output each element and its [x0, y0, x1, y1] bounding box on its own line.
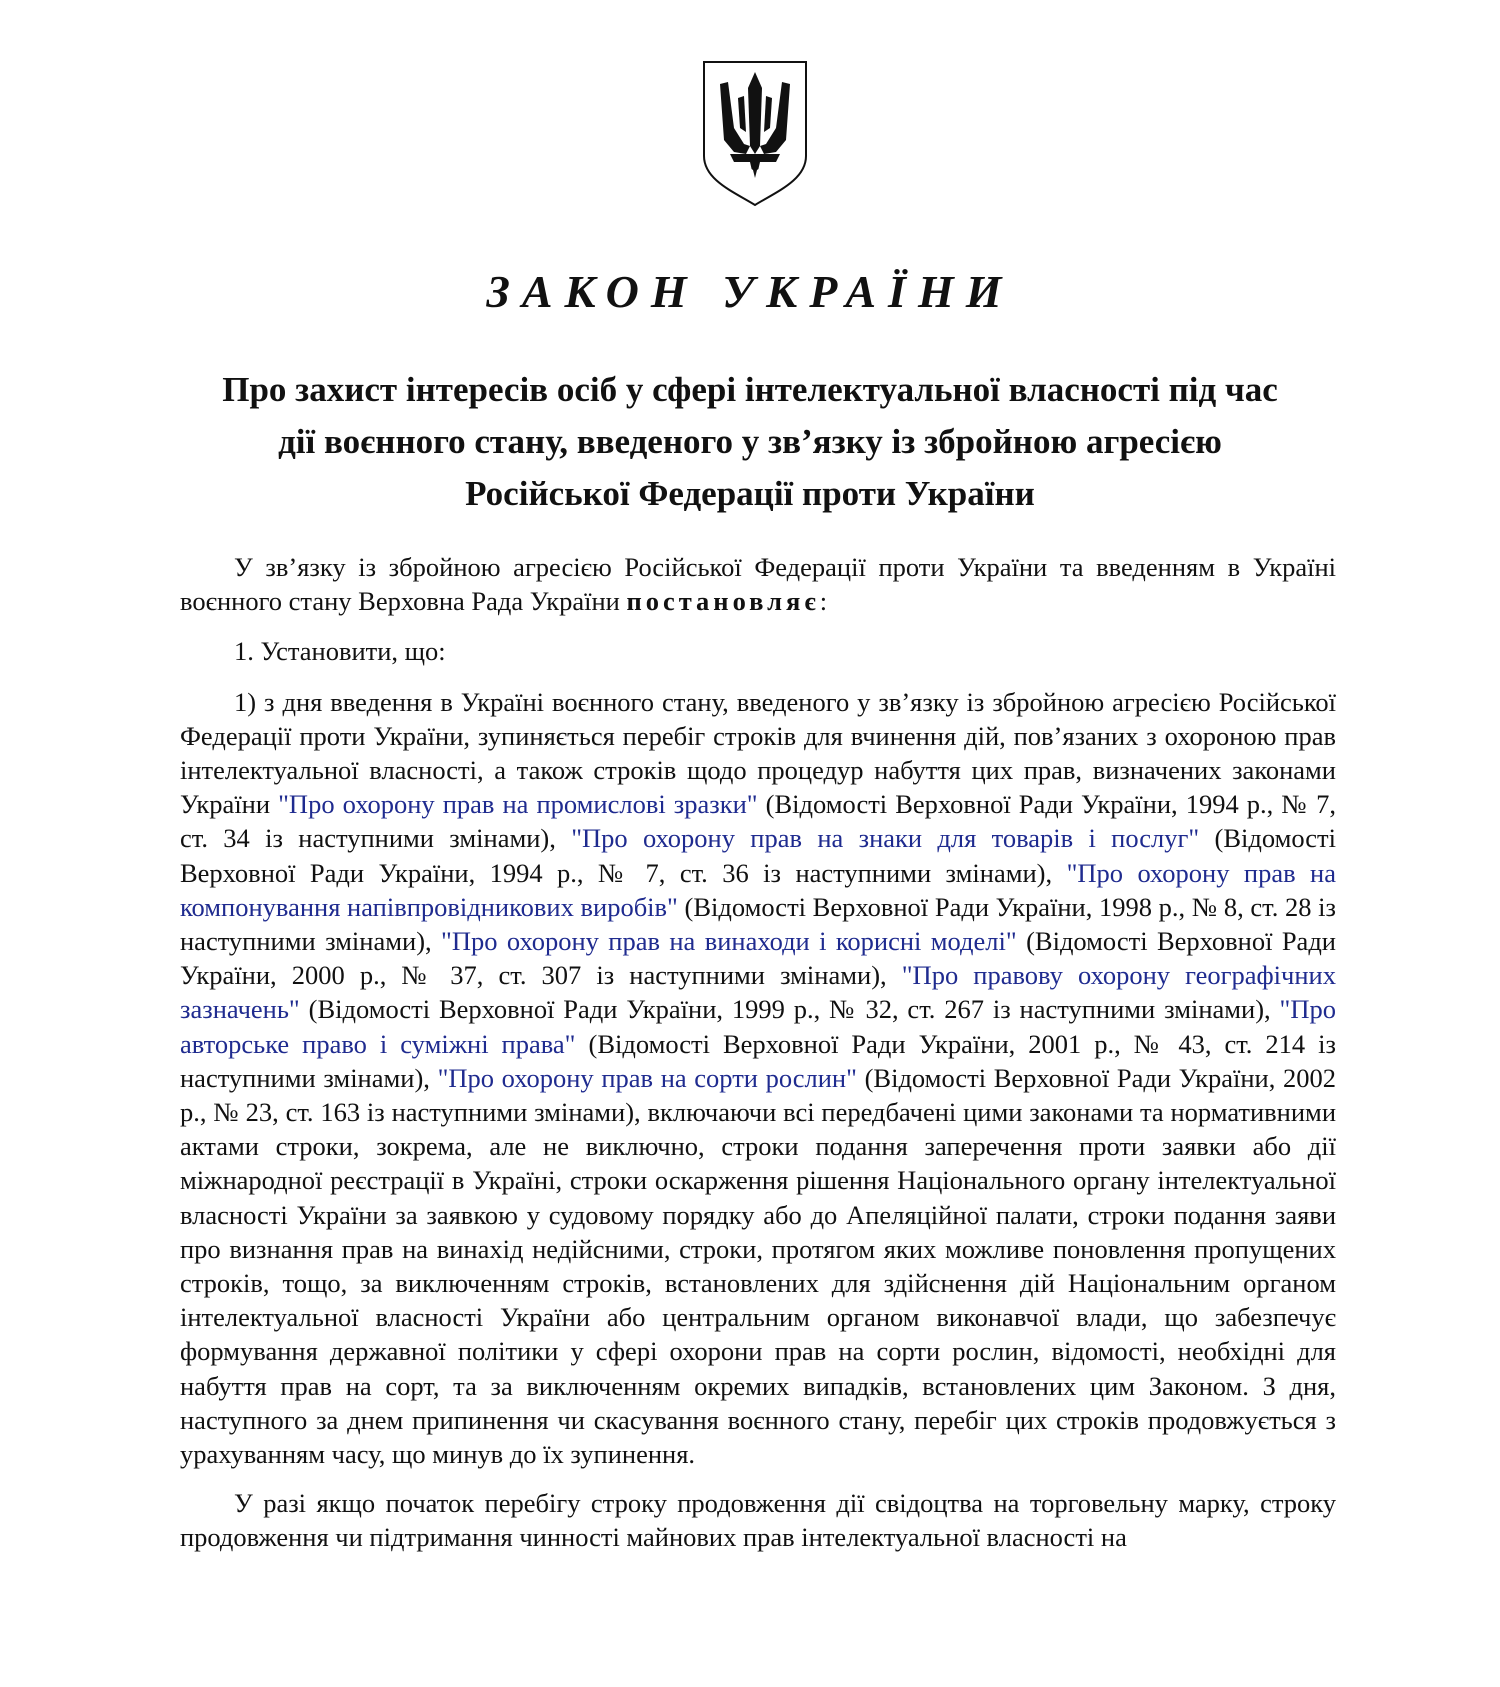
clause-1-text-8: (Відомості Верховної Ради України, 2002 р., № 23, ст. 163 із наступними змінами), включаючи всі передбачені цими законами та нормативними актами строки, зокрема, але не виключно, строки подання заперечення проти заявки або дії міжнародної реєстрації в Україні, строки оскарження рішення Національного органу інтелектуальної власності України за заявкою у судовому порядку або до Апеляційної палати, строки подання заяви про визнання прав на винахід недійсними, строки, протягом яких можливе поновлення пропущених строків, тощо, за виключенням строків, встановлених для здійснення дій Національним органом інтелектуальної власності України або центральним органом виконавчої влади, що забезпечує формування державної політики у сфері охорони прав на сорти рослин, відомості, необхідні для набуття прав на сорт, та за виключенням окремих випадків, встановлених цим Законом. З дня, наступного за днем припинення чи скасування воєнного стану, перебіг цих строків продовжується з урахуванням часу, що минув до їх зупинення.: [180, 1062, 1336, 1470]
clause-1-text-7: (Відомості Верховної Ради України, 2001 р., № 43, ст. 214 із наступними змінами),: [180, 1028, 1336, 1093]
preamble-end: :: [819, 586, 828, 617]
preamble-text: У зв’язку із збройною агресією Російської Федерації проти України та введенням в Україні воєнного стану Верховна Рада України: [180, 552, 1336, 617]
paragraph-2: У разі якщо початок перебігу строку продовження дії свідоцтва на торговельну марку, строку продовження чи підтримання чинності майнових прав інтелектуальної власності на: [180, 1488, 1336, 1553]
clause-1-text-3: (Відомості Верховної Ради України, 1994 р., № 7, ст. 36 із наступними змінами),: [180, 823, 1336, 888]
law-link-geographical-indications[interactable]: "Про правову охорону географічних зазначень": [180, 960, 1336, 1025]
clause-1-text-2: (Відомості Верховної Ради України, 1994 р., № 7, ст. 34 із наступними змінами),: [180, 789, 1336, 854]
section-1-heading: 1. Установити, що:: [234, 636, 446, 667]
law-title: Про захист інтересів осіб у сфері інтелектуальної власності під час дії воєнного стану, введеного у зв’язку із збройною агресією Російської Федерації проти України: [222, 370, 1278, 513]
preamble-emphasis: постановляє: [626, 586, 820, 617]
clause-1-paragraph: [180, 685, 1336, 1472]
clause-1-text-4: (Відомості Верховної Ради України, 1998 р., № 8, ст. 28 із наступними змінами),: [180, 891, 1337, 957]
clause-1-text-1: 1) з дня введення в Україні воєнного стану, введеного у зв’язку із збройною агресією Російської Федерації проти України, зупиняється перебіг строків для вчинення дій, пов’язаних з охороною прав інтелектуальної власності, а також строків щодо процедур набуття цих прав, визначених законами України: [180, 686, 1336, 820]
law-link-industrial-designs[interactable]: "Про охорону прав на промислові зразки": [278, 789, 758, 820]
law-link-inventions-utility-models[interactable]: "Про охорону прав на винаходи і корисні моделі": [441, 926, 1017, 957]
law-link-copyright[interactable]: "Про авторське право і суміжні права": [180, 994, 1336, 1059]
clause-1-text-5: (Відомості Верховної Ради України, 2000 р., № 37, ст. 307 із наступними змінами),: [180, 926, 1336, 991]
preamble-paragraph: [180, 550, 1336, 618]
law-heading: ЗАКОН УКРАЇНИ: [486, 266, 1014, 317]
law-link-semiconductor-layouts[interactable]: "Про охорону прав на компонування напівпровідникових виробів": [180, 857, 1336, 922]
law-link-plant-varieties[interactable]: "Про охорону прав на сорти рослин": [437, 1062, 857, 1093]
clause-1-text-6: (Відомості Верховної Ради України, 1999 р., № 32, ст. 267 із наступними змінами),: [299, 994, 1280, 1025]
law-link-trademarks[interactable]: "Про охорону прав на знаки для товарів і послуг": [571, 823, 1200, 854]
document-body: [180, 550, 1336, 1570]
trident-coat-of-arms-icon: [700, 58, 810, 208]
